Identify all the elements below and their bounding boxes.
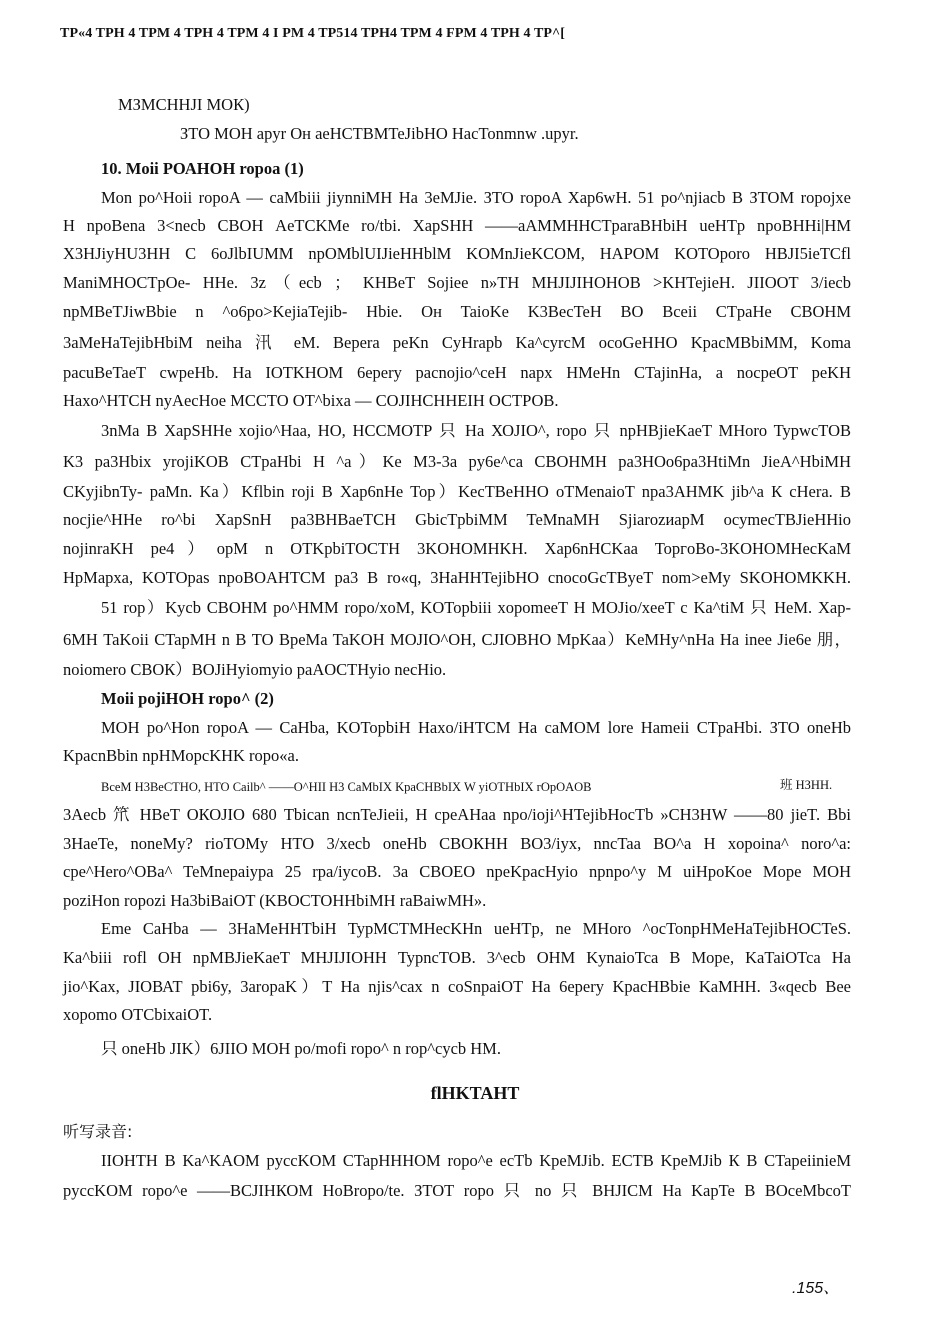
text-line: 51 rop）Kycb СВОНМ po^HMM ropo/xoM, KOTopbiii xopomeeT Н MOJio/xeeT c Ka^tiM 只 HeM. Xap- bbox=[101, 598, 851, 617]
text-line: МОН po^Hon ropoA — CaHba, KOTopbiH Haxo/iHTCM Ha caMOM lore Hameii CTpaHbi. ЗТО oneHb bbox=[101, 718, 851, 737]
text-line: 只 oneHb JIK）6JIIO МОН po/mofi ropo^ n rop^cycb НМ. bbox=[101, 1039, 501, 1058]
text-line: cpe^Hero^OBa^ TeMnepaiypa 25 rpa/iycoB. 3a СВОЕО npeKpacHyio npnpo^y М uiHpoKoe Mope МОН bbox=[63, 862, 851, 881]
text-line: Eme CaHba — 3HaMeHHTbiH TypMCTMHecKHn ueHTp, ne MHoro ^ocTonpHMeHaTejibHOCTeS. bbox=[101, 919, 851, 938]
text-line: nocjie^HHe ro^bi XapSnH pa3BHBaeTCH GbicTpbiMM TeMnaMH SjiarozиapM ocymecTBJieHHio bbox=[63, 510, 851, 529]
text-line: poziHon ropozi Ha3biBaiOT (KBOCTOHHbiMH raBaiwMH». bbox=[63, 891, 487, 910]
text-line: IIОНТН В Ka^KAOM pyccKOM CTapHHHOM ropo^e ecTb KpeMJib. ЕСТВ KpeMJib К В CTapeiinieM bbox=[101, 1151, 851, 1170]
running-header: TP«4 TPH 4 TPM 4 TPH 4 TPM 4 I PM 4 TP514 TPH4 TPM 4 FPM 4 TPH 4 TP^[ bbox=[60, 26, 566, 41]
text-line: CKyjibnTy- paMn. Ka）Kflbin roji В Xap6nHe Top）KecTBeHHO oTMenaioT npa3AHMK jib^a К cHera. B bbox=[63, 482, 851, 501]
text-line: K3 pa3Hbix yrojiKOB CTpaHbi Н ^a）Ke M3-3a py6e^ca СВОНМН pa3HOo6pa3HtiMn JieA^HbiMH bbox=[63, 452, 851, 471]
dictation-heading: flHKTAHT bbox=[430, 1083, 520, 1103]
text-line: X3HJiyHU3HH C 6oJlbIUMM npOMblUIJieHHblM KOMnJieKCOM, HAPOM KOTOporo HBJI5ieTCfl bbox=[63, 244, 851, 263]
quote-line-1: МЗМСННJI МОК) bbox=[118, 95, 250, 114]
quote-line-2: ЗТО МОН apyr Он aeHCTBMTeJibHO HacTonmnw .upyr. bbox=[180, 124, 579, 143]
small-text-line: BceM H3BeCTHO, HTO Cailb^ ——O^HII H3 CaMbIX KpaCHBbIX W yiOTHbIX rOpOAOB bbox=[101, 780, 592, 794]
section-heading-10: 10. Moii РОАНОН ropoa (1) bbox=[101, 159, 304, 178]
page-number: .155、 bbox=[792, 1280, 840, 1297]
text-line: Haxo^HTCH nyAecHoe МССТО ОТ^bixa — СОJIНСННЕІН ОСТРОВ. bbox=[63, 391, 559, 410]
text-line: pacuBeTaeT cwpeHb. Ha IOTKHOM 6epery pacnojio^ceH napx HMeHn CTajinHa, a nocpeOT peKH bbox=[63, 363, 851, 382]
text-line: KpacnBbin npHMopcKHK ropo«a. bbox=[63, 746, 300, 765]
text-line: ManiMHOCTpOe- HHe. 3z（ecb ； KHBeT Sojiee n»TH МНJIJIНОНОВ >KHTejieH. JIIOOT 3/iecb bbox=[63, 273, 851, 292]
text-line: noiomero СВОК）BOJiHyiomyio paAOCTHyio necHio. bbox=[63, 660, 447, 679]
text-line: 6МН TaKoii CTapMH n В ТО BpeMa TaKOH МОJIО^ОН, СJIОВНО MpKaa）KeMHy^nHa Ha inee Jie6e 朋， bbox=[63, 630, 851, 649]
text-line: 3Aecb 笊 HBeT ОКОJIО 680 Tbican ncnTeJieii, Н cpeAHaa npo/ioji^HTejibHocTb »СН3НW ——80 jieT. Bbi bbox=[63, 805, 851, 824]
text-line: pyccKOM ropo^e ——ВСJIНКОМ HoBropo/te. ЗТОТ ropo 只 no 只 ВНJICМ Ha KapTe В BOceMbcoT bbox=[63, 1181, 851, 1200]
text-line: HpMapxa, KOTOpas npoBOAHTCM pa3 В ro«q, 3HaHHTejibHO cnocoGcTByeT nom>eMy SKOHOMKKH. bbox=[63, 568, 851, 587]
text-line: npMBeTJiwBbie n ^o6po>KejiaTejib- Hbie. Он TaioKe K3BecTeH ВО Bceii CTpaHe СВОНМ bbox=[63, 302, 851, 321]
text-line: 3nMa В XapSHHe xojio^Haa, НО, НССМОТР 只 Ha ХОJIO^, ropo 只 npHBjieKaeT MHoro TypwcTOB bbox=[101, 421, 851, 440]
text-line: 3HaeTe, noneMy? rioTOMy НТО 3/xecb oneHb СВОКНН BO3/iyx, nncTaa BO^a Н xopoina^ noro^a: bbox=[63, 834, 851, 853]
text-line: nojinraKH pe4）opM n OTKpbiTOCTH 3KOHOMHKH. Xap6nHCKaa TopгoBo-3KOHOMHecKaM bbox=[63, 539, 851, 558]
small-text-line-end: 班 НЗНН. bbox=[780, 778, 833, 792]
text-line: Mon po^Hoii ropoA — caMbiii jiynniMH Ha 3eMJie. ЗТО ropoA Xap6wH. 51 po^njiacb В ЗТОМ ropojxe bbox=[101, 188, 851, 207]
section-heading-2: Moii pojiHOH ropo^ (2) bbox=[101, 689, 274, 708]
text-line: 3aMeHaTejibHbiM neiha 汛 eM. Bepera peKn CyHrapb Ka^cyrcM ocoGeHHO KpacMBbiMM, Koma bbox=[63, 333, 851, 352]
text-line: Н npoBena 3<necb СВОН AeTCKMe ro/tbi. XapSHH ——aAMMHHCTparaBHbiH ueHTp npoBHHi|HM bbox=[63, 216, 851, 235]
text-line: Ka^biii rofl ОН npMBJieKaeT МНJIJIОНН TypncTOB. 3^ecb ОНМ KynaioTca В Mope, KaTaiOTca Ha bbox=[63, 948, 851, 967]
text-line: jio^Kax, JIОВАТ pbi6y, 3aropaK）T Ha njis^cax n coSnpaiOT Ha 6epery KpacHBbie KaMHH. 3«qecb Bee bbox=[63, 977, 851, 996]
dictation-label: 听写录音: bbox=[63, 1122, 133, 1141]
text-line: xopomo OTCbixaiOT. bbox=[63, 1005, 213, 1024]
